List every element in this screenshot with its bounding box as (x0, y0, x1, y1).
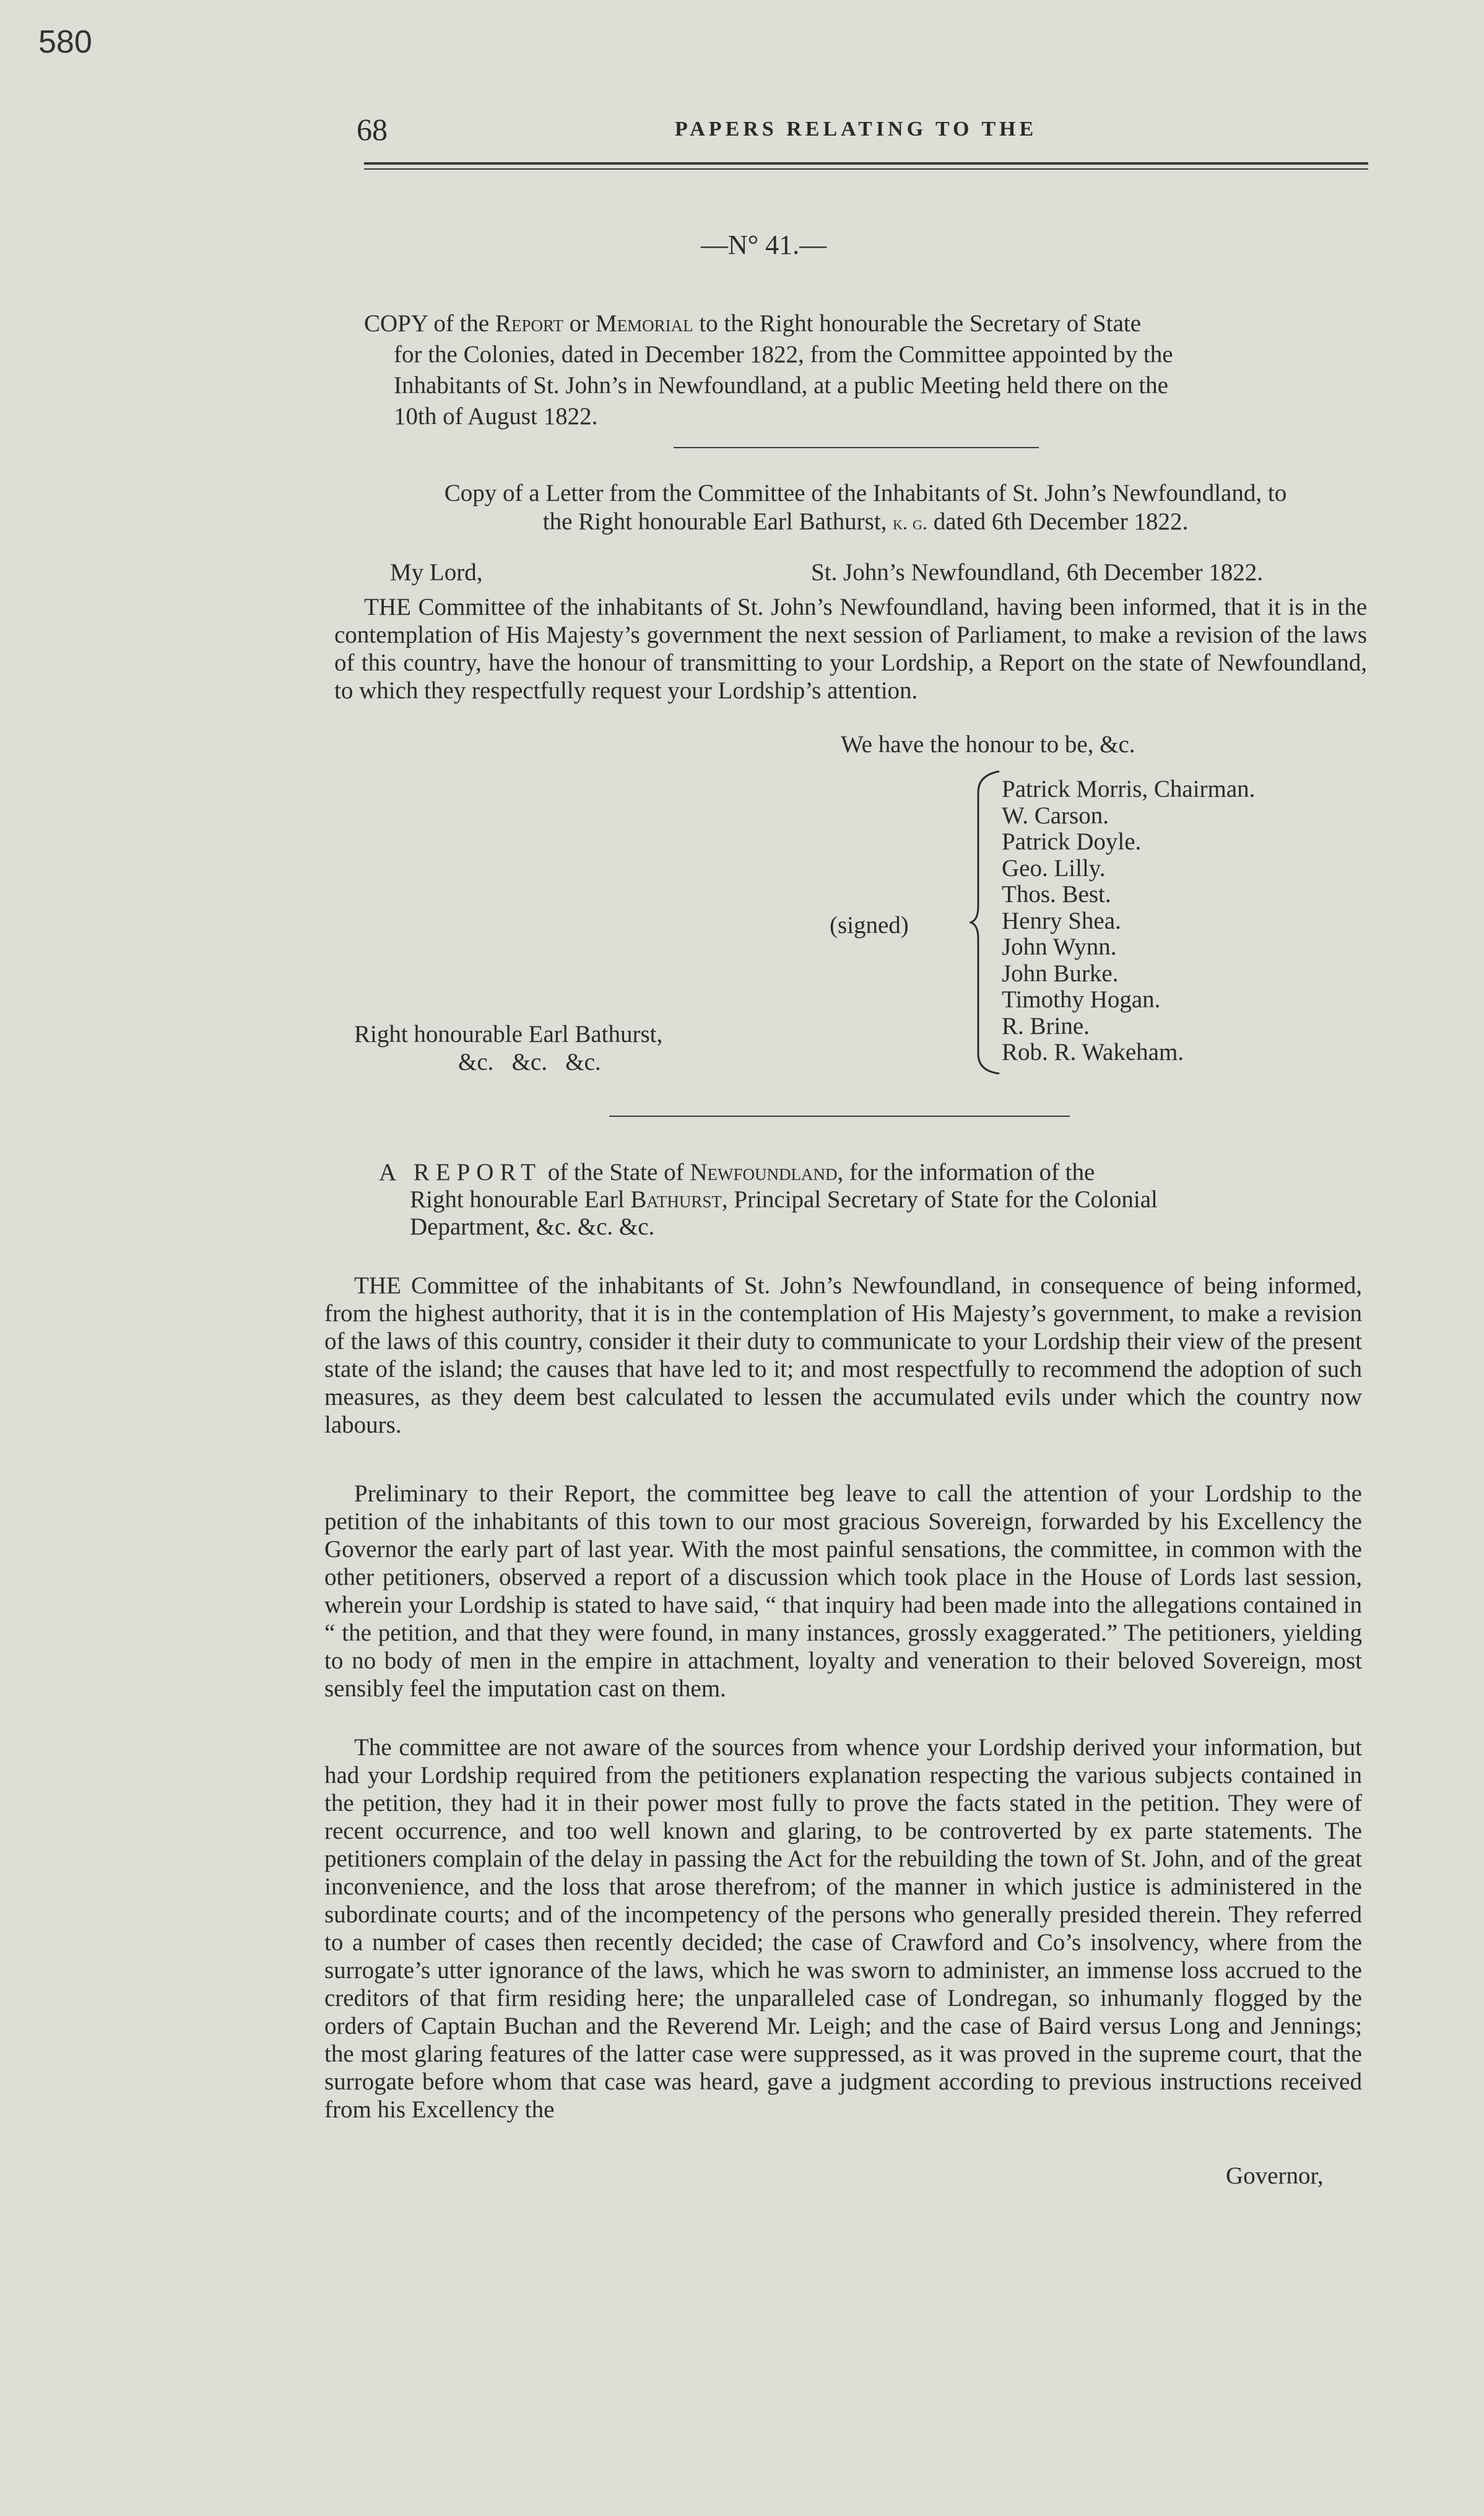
signatory: Patrick Doyle. (1002, 828, 1142, 855)
signatory: John Wynn. (1002, 934, 1117, 960)
kg-abbrev: k. g. (893, 511, 927, 534)
copy-line1-tail: to the Right honourable the Secretary of State (693, 310, 1142, 337)
catchword: Governor, (1226, 2162, 1324, 2189)
report-title-line2-a: Right honourable Earl (410, 1186, 631, 1213)
report-title-line-1 (379, 1159, 1367, 1186)
report-title (379, 1159, 1367, 1241)
copy-line1-rest: of the (427, 310, 495, 337)
report-title-line-3: Department, &c. &c. &c. (410, 1213, 655, 1240)
letter-heading-line-1: Copy of a Letter from the Committee of the Inhabitants of St. John’s Newfoundland, to (444, 480, 1287, 506)
signatory: Patrick Morris, Chairman. (1002, 776, 1256, 802)
page-number: 68 (357, 112, 388, 147)
paragraph-text: Preliminary to their Report, the committee beg leave to call the attention of your Lordship to the petition of the inhabitants of this town to our most gracious Sovereign, forwarded by his Excellency the Governor the early part of last year. With the most painful sensations, the committee, in common with the other petitioners, observed a report of a discussion which took place in the House of Lords last session, wherein your Lordship is stated to have said, “ that inquiry had been made into the allegations contained in “ the petition, and that they were found, in many instances, grossly exaggerated.” The petitioners, yielding to no body of men in the empire in attachment, loyalty and veneration to their beloved Sovereign, most sensibly feel the imputation cast on them. (324, 1480, 1362, 1702)
header-rule (364, 162, 1368, 165)
closing-line: We have the honour to be, &c. (841, 731, 1135, 758)
signed-label: (signed) (830, 912, 909, 939)
or-word: or (563, 310, 596, 337)
report-word: Report (495, 310, 563, 337)
copy-heading-line-4: 10th of August 1822. (394, 403, 598, 430)
bathurst-word: Bathurst (630, 1186, 722, 1213)
header-rule-thin (364, 168, 1368, 170)
place-date: St. John’s Newfoundland, 6th December 1822. (811, 559, 1264, 586)
report-title-part1: of the State of (541, 1159, 690, 1186)
signatory: Thos. Best. (1002, 881, 1111, 908)
report-body-paragraph-1 (324, 1272, 1362, 1439)
signatory: Timothy Hogan. (1002, 986, 1161, 1013)
salutation: My Lord, (390, 559, 483, 586)
addressee-line-2: &c. &c. &c. (458, 1049, 601, 1075)
addressee-line-1: Right honourable Earl Bathurst, (354, 1021, 663, 1048)
copy-heading-line-1 (364, 308, 1367, 339)
paragraph-text: The committee are not aware of the sources from whence your Lordship derived your information, but had your Lordship required from the petitioners explanation respecting the various subjects contained in the petition, they had it in their power most fully to prove the facts stated in the petition. They were of recent occurrence, and too well known and glaring, to be controverted by ex parte statements. The petitioners complain of the delay in passing the Act for the rebuilding the town of St. John, and of the great inconvenience, and the loss that arose therefrom; of the manner in which justice is administered in the subordinate courts; and of the incompetency of the persons who generally presided therein. They referred to a number of cases then recently decided; the case of Crawford and Co’s insolvency, where from the surrogate’s utter ignorance of the laws, which he was sworn to administer, an immense loss accrued to the creditors of that firm residing here; the unparalleled case of Londregan, so inhumanly flogged by the orders of Captain Buchan and the Reverend Mr. Leigh; and the case of Baird versus Long and Jennings; the most glaring features of the latter case were suppressed, as it was proved in the supreme court, that the surrogate before whom that case was heard, gave a judgment according to previous instructions received from his Excellency the (324, 1734, 1362, 2123)
letter-heading-line-2 (364, 508, 1367, 537)
report-title-line2-b: , Principal Secretary of State for the Colonial (721, 1186, 1158, 1213)
memorial-word: Memorial (595, 310, 693, 337)
signatory: Geo. Lilly. (1002, 854, 1106, 882)
letter-heading-line2-a: the Right honourable Earl Bathurst, (542, 508, 893, 535)
addressee (354, 1020, 662, 1076)
report-title-part2: , for the information of the (837, 1159, 1095, 1186)
signatory: Henry Shea. (1002, 907, 1121, 934)
signatory: R. Brine. (1002, 1012, 1090, 1039)
report-body-paragraph-3 (324, 1733, 1362, 2123)
copy-heading-line-3: Inhabitants of St. John’s in Newfoundland, at a public Meeting held there on the (394, 372, 1168, 399)
copy-lead: COPY (364, 310, 428, 337)
copy-heading-line-2: for the Colonies, dated in December 1822, from the Committee appointed by the (394, 341, 1173, 368)
signature-brace (970, 768, 1000, 1077)
document-number: —N° 41.— (700, 230, 827, 260)
section-divider (674, 447, 1039, 448)
signatory: John Burke. (1002, 960, 1119, 987)
copy-heading (364, 308, 1367, 432)
letter-heading-line2-b: dated 6th December 1822. (927, 508, 1189, 535)
signatory: W. Carson. (1002, 802, 1109, 829)
section-divider (609, 1116, 1070, 1117)
signatory: Rob. R. Wakeham. (1002, 1039, 1184, 1065)
report-body-paragraph-2 (324, 1480, 1362, 1703)
letter-heading (364, 479, 1367, 537)
running-head: PAPERS RELATING TO THE (675, 118, 1038, 141)
report-title-line-2 (379, 1186, 1367, 1213)
paragraph-text: THE Committee of the inhabitants of St. John’s Newfoundland, in consequence of being informed, from the highest authority, that it is in the contemplation of His Majesty’s government, to make a revision of the laws of this country, consider it their duty to communicate to your Lordship their view of the present state of the island; the causes that have led to it; and most respectfully to recommend the adoption of such measures, as they deem best calculated to lessen the accumulated evils under which the country now labours. (324, 1272, 1362, 1438)
letter-paragraph: THE Committee of the inhabitants of St. John’s Newfoundland, having been informed, that it is in the contemplation of His Majesty’s government the next session of Parliament, to make a revision of the laws of this country, have the honour of transmitting to your Lordship, a Report on the state of Newfoundland, to which they respectfully request your Lordship’s attention. (334, 594, 1367, 704)
letter-body (334, 593, 1367, 705)
newfoundland-word: Newfoundland (690, 1159, 838, 1186)
a-report: A REPORT (379, 1159, 542, 1186)
signature-list (1002, 776, 1255, 1066)
scan-page-number: 580 (38, 24, 92, 60)
